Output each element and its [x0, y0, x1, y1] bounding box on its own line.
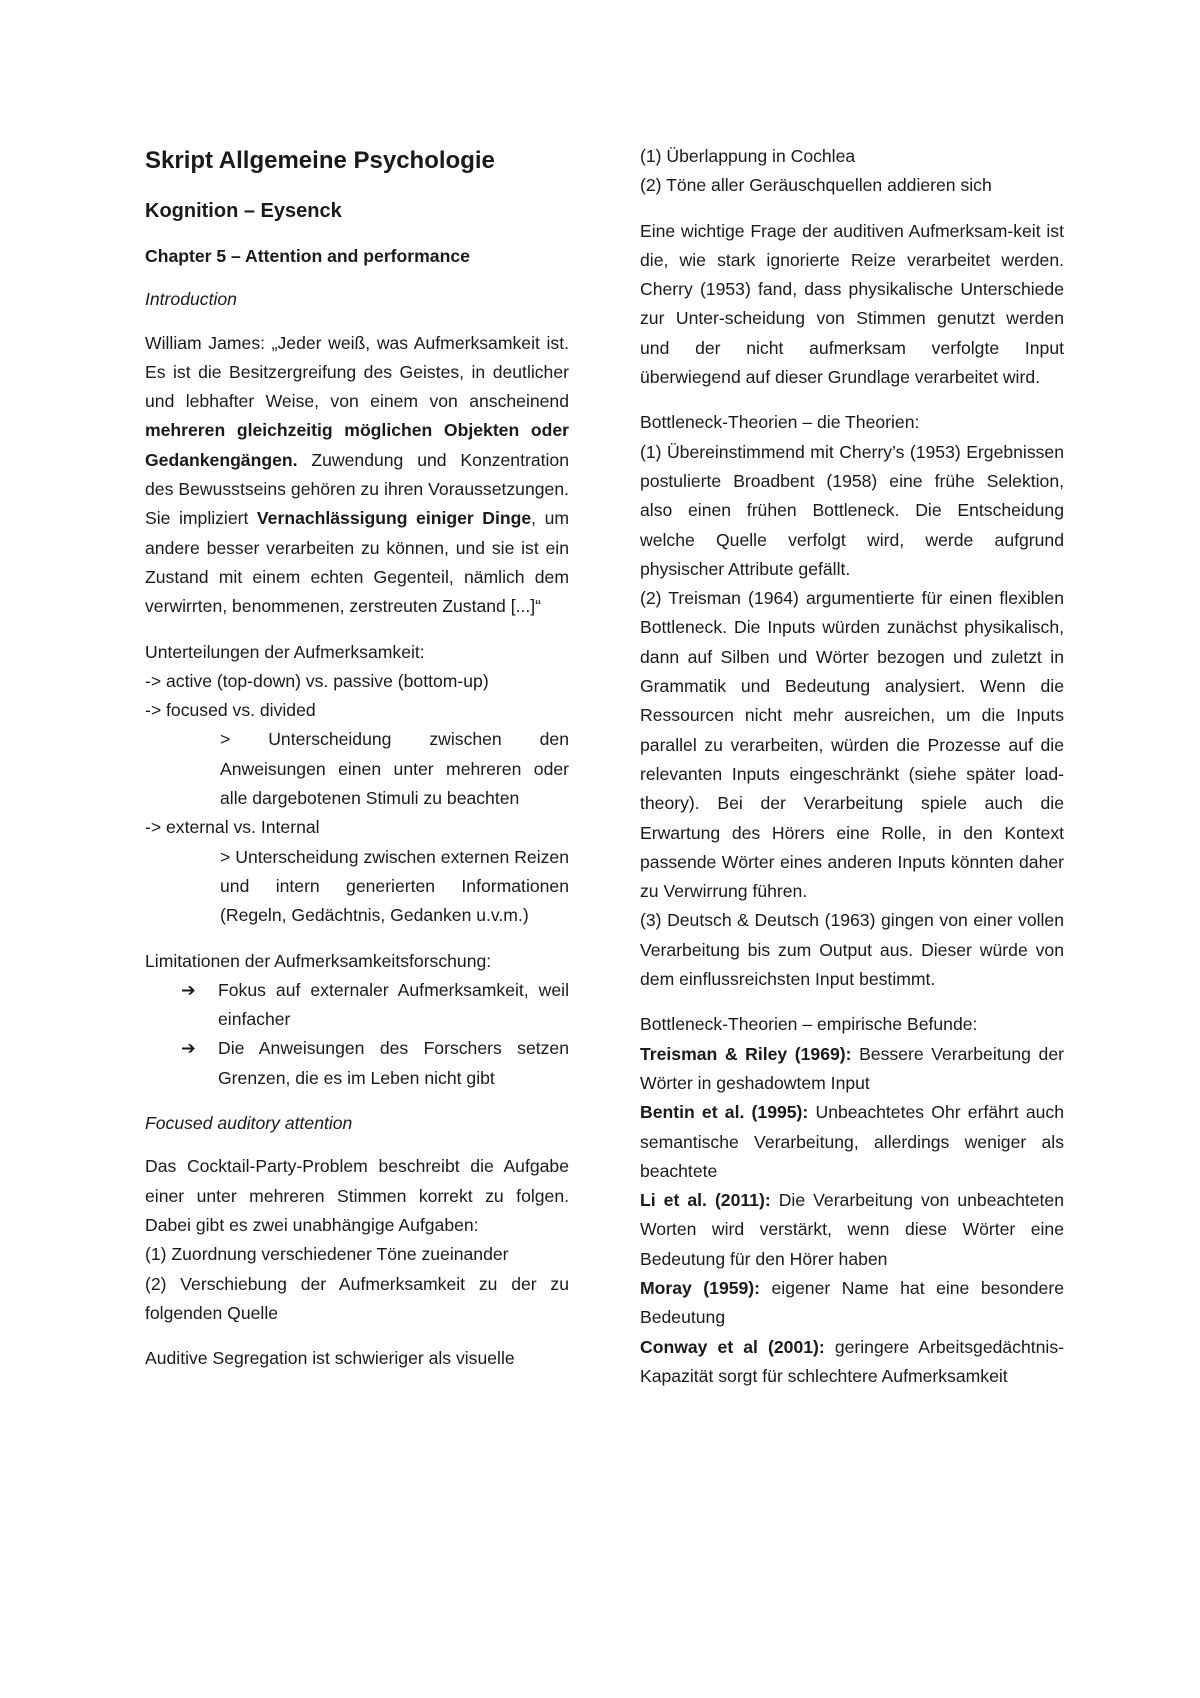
limitation-text: Die Anweisungen des Forschers setzen Grenzen, die es im Leben nicht gibt — [218, 1038, 569, 1088]
task-item-1: (1) Zuordnung verschiedener Töne zueinander — [145, 1244, 509, 1265]
document-subtitle: Kognition – Eysenck — [145, 200, 342, 222]
empirical-findings-heading: Bottleneck-Theorien – empirische Befunde: — [640, 1014, 978, 1035]
finding-item — [640, 1098, 1064, 1186]
arrow-right-icon: ➔ — [181, 1038, 196, 1059]
subdivision-item-external-internal: -> external vs. Internal — [145, 817, 320, 838]
limitations-heading: Limitationen der Aufmerksamkeitsforschung: — [145, 950, 492, 971]
bottleneck-theory-broadbent: (1) Übereinstimmend mit Cherry’s (1953) Ergebnissen postulierte Broadbent (1958) eine frühe Selektion, also einen frühen Bottleneck. Die Entscheidung welche Quelle verfolgt wird, werde aufgrund physischer Attribute gefällt. — [640, 441, 1064, 579]
quote-text-3: , um andere besser verarbeiten zu können, und sie ist ein Zustand mit einem echten Gegenteil, nämlich dem verwirrten, benommenen, zerstreuten Zustand [...]“ — [145, 508, 570, 617]
reason-item-1: (1) Überlappung in Cochlea — [640, 146, 856, 166]
arrow-right-icon: ➔ — [181, 979, 196, 1000]
document-title: Skript Allgemeine Psychologie — [145, 147, 495, 174]
finding-text: Die Verarbeitung von unbeachteten Worten wird verstärkt, wenn diese Wörter eine Bedeutung für den Hörer haben — [640, 1190, 1064, 1269]
limitation-item — [145, 1034, 569, 1093]
left-column — [145, 140, 569, 1373]
segregation-paragraph: Auditive Segregation ist schwieriger als visuelle — [145, 1348, 515, 1369]
quote-bold-1: mehreren gleichzeitig möglichen Objekten oder Gedankengängen. — [145, 420, 569, 470]
finding-item — [640, 1333, 1064, 1392]
section-heading-focused-auditory-attention: Focused auditory attention — [145, 1113, 353, 1134]
finding-source: Conway et al (2001): — [640, 1336, 825, 1357]
subdivision-note-focused-divided: > Unterscheidung zwischen den Anweisungen einen unter mehreren oder alle dargebotenen Stimuli zu beachten — [220, 729, 569, 809]
bottleneck-theory-treisman: (2) Treisman (1964) argumentierte für einen flexiblen Bottleneck. Die Inputs würden zunächst physikalisch, dann auf Silben und Wörter bezogen und zuletzt in Grammatik und Bedeutung analysiert. Wenn die Ressourcen nicht mehr ausreichen, um die Inputs parallel zu verarbeiten, würden die Prozesse auf die relevanten Inputs eingeschränkt (siehe später load-theory). Bei der Verarbeitung spiele auch die Erwartung des Hörers eine Rolle, in den Kontext passende Wörter eines anderen Inputs könnten daher zu Verwirrung führen. — [640, 588, 1064, 902]
finding-source: Li et al. (2011): — [640, 1190, 771, 1211]
section-heading-introduction: Introduction — [145, 289, 237, 310]
limitation-item — [145, 976, 569, 1035]
subdivision-item-focused-divided: -> focused vs. divided — [145, 700, 316, 721]
finding-source: Moray (1959): — [640, 1277, 761, 1298]
cherry-paragraph: Eine wichtige Frage der auditiven Aufmerksam-keit ist die, wie stark ignorierte Reize verarbeitet werden. Cherry (1953) fand, dass physikalische Unterschiede zur Unter-scheidung von Stimmen genutzt werden und der nicht aufmerksam verfolgte Input überwiegend auf dieser Grundlage verarbeitet wird. — [640, 220, 1064, 388]
quote-bold-2: Vernachlässigung einiger Dinge — [256, 508, 532, 529]
finding-source: Treisman & Riley (1969): — [640, 1043, 852, 1064]
finding-text: Bessere Verarbeitung der Wörter in geshadowtem Input — [640, 1043, 1064, 1093]
finding-text: Unbeachtetes Ohr erfährt auch semantische Verarbeitung, allerdings weniger als beachtete — [640, 1102, 1064, 1181]
right-column — [640, 142, 1064, 1391]
bottleneck-theory-deutsch: (3) Deutsch & Deutsch (1963) gingen von einer vollen Verarbeitung bis zum Output aus. Dieser würde von dem einflussreichsten Input bestimmt. — [640, 910, 1064, 990]
chapter-heading: Chapter 5 – Attention and performance — [145, 246, 470, 266]
finding-text: geringere Arbeitsgedächtnis-Kapazität sorgt für schlechtere Aufmerksamkeit — [640, 1336, 1064, 1386]
william-james-quote — [145, 329, 569, 622]
finding-text: eigener Name hat eine besondere Bedeutung — [640, 1277, 1064, 1328]
cocktail-party-paragraph: Das Cocktail-Party-Problem beschreibt die Aufgabe einer unter mehreren Stimmen korrekt zu folgen. Dabei gibt es zwei unabhängige Aufgaben: — [145, 1156, 569, 1235]
limitation-text: Fokus auf externaler Aufmerksamkeit, weil einfacher — [218, 979, 569, 1030]
finding-item — [640, 1040, 1064, 1099]
finding-item — [640, 1186, 1064, 1274]
reason-item-2: (2) Töne aller Geräuschquellen addieren sich — [640, 175, 992, 196]
subdivision-note-external-internal: > Unterscheidung zwischen externen Reizen und intern generierten Informationen (Regeln, Gedächtnis, Gedanken u.v.m.) — [220, 846, 569, 926]
finding-source: Bentin et al. (1995): — [640, 1102, 809, 1123]
subdivision-item-active-passive: -> active (top-down) vs. passive (bottom-up) — [145, 670, 489, 691]
quote-text-2: Zuwendung und Konzentration des Bewusstseins gehören zu ihren Voraussetzungen. Sie impliziert — [145, 449, 569, 529]
finding-item — [640, 1274, 1064, 1333]
bottleneck-theories-heading: Bottleneck-Theorien – die Theorien: — [640, 412, 920, 433]
task-item-2: (2) Verschiebung der Aufmerksamkeit zu der zu folgenden Quelle — [145, 1273, 569, 1323]
subdivisions-heading: Unterteilungen der Aufmerksamkeit: — [145, 641, 425, 662]
quote-text-1: William James: „Jeder weiß, was Aufmerksamkeit ist. Es ist die Besitzergreifung des Geistes, in deutlicher und lebhafter Weise, von einem von anscheinend — [145, 332, 569, 412]
